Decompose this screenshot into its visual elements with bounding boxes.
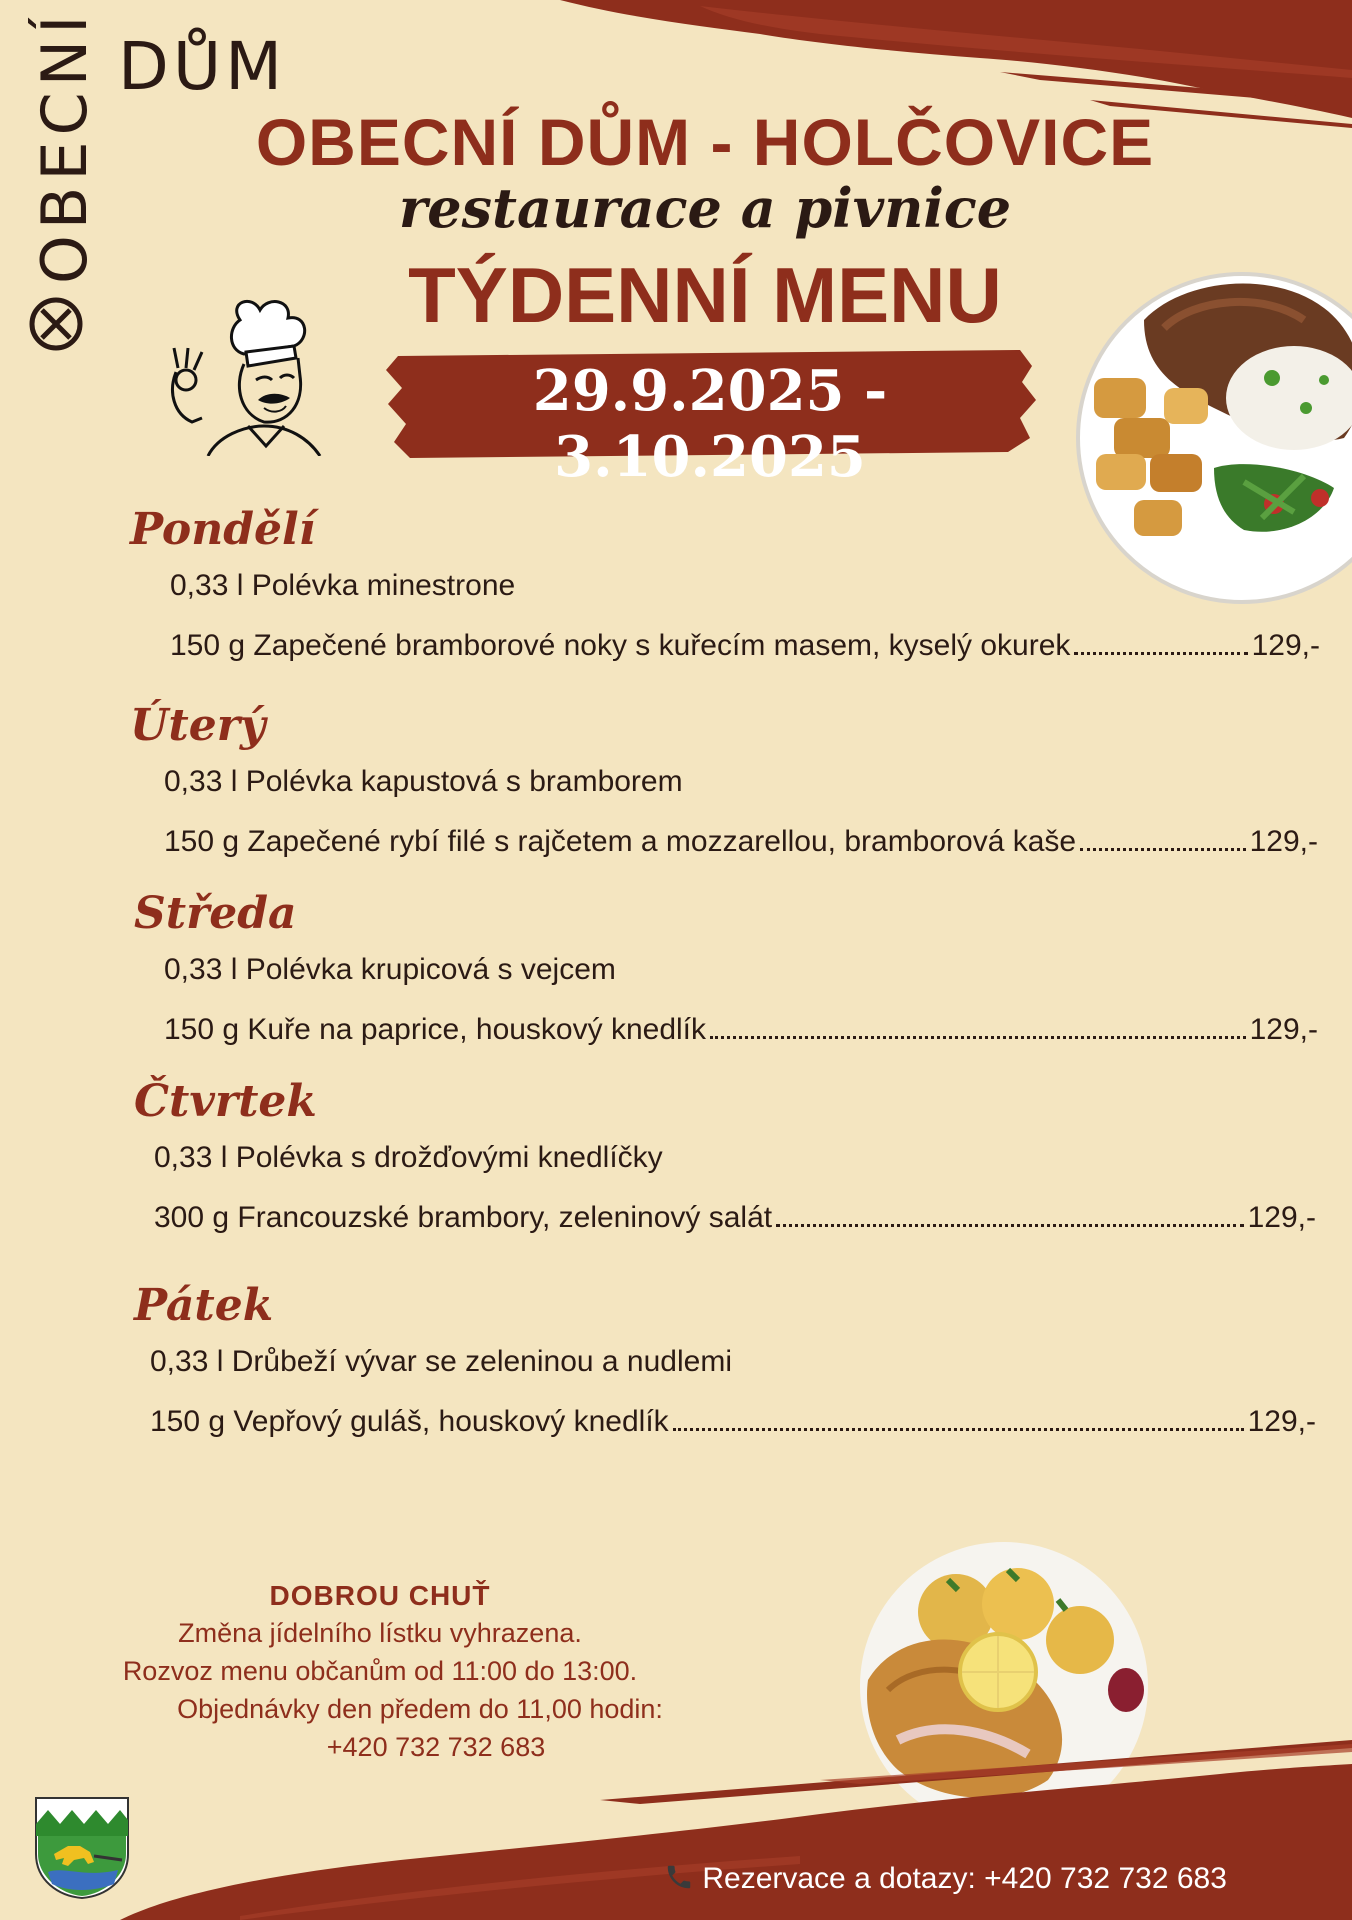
main-dish-row: [164, 825, 1318, 859]
day-section-friday: [134, 1280, 1344, 1439]
dot-leader: [673, 1428, 1244, 1431]
page-subtitle: restaurace a pivnice: [398, 176, 1012, 240]
soup-item: 0,33 l Polévka s drožďovými knedlíčky: [154, 1141, 663, 1174]
footer-note-change: Změna jídelního lístku vyhrazena.: [178, 1618, 582, 1648]
dot-leader: [710, 1036, 1246, 1039]
day-heading: Čtvrtek: [134, 1076, 317, 1127]
day-heading: Středa: [134, 888, 297, 939]
main-dish-row: [170, 629, 1320, 663]
day-heading: Pondělí: [130, 504, 316, 555]
footer-note-delivery: Rozvoz menu občanům od 11:00 do 13:00.: [122, 1656, 638, 1686]
main-dish-name: 150 g Zapečené rybí filé s rajčetem a mozzarellou, bramborová kaše: [164, 825, 1077, 858]
logo-vertical-text: OBECNÍ: [28, 9, 101, 284]
price: 129,-: [1249, 825, 1318, 858]
day-section-tuesday: [130, 700, 1340, 859]
main-dish-name: 150 g Vepřový guláš, houskový knedlík: [150, 1405, 669, 1438]
logo-dum-text: DŮM: [118, 28, 287, 105]
price: 129,-: [1247, 1405, 1316, 1438]
reservation-text: Rezervace a dotazy: +420 732 732 683: [702, 1862, 1227, 1895]
day-section-thursday: [134, 1076, 1344, 1235]
day-section-monday: [130, 504, 1340, 663]
dot-leader: [776, 1224, 1244, 1227]
reservation-line: [664, 1862, 1304, 1896]
day-heading: Úterý: [130, 700, 266, 751]
restaurant-logo-icon: [28, 296, 84, 352]
logo-obecni-vertical: [22, 9, 102, 354]
main-dish-row: [154, 1201, 1316, 1235]
dot-leader: [1074, 652, 1247, 655]
soup-item: 0,33 l Drůbeží vývar se zeleninou a nudlemi: [150, 1345, 732, 1378]
main-dish-name: 150 g Zapečené bramborové noky s kuřecím masem, kyselý okurek: [170, 629, 1071, 662]
price: 129,-: [1249, 1013, 1318, 1046]
main-dish-name: 300 g Francouzské brambory, zeleninový salát: [154, 1201, 773, 1234]
day-heading: Pátek: [134, 1280, 274, 1331]
footer-phone: +420 732 732 683: [326, 1732, 546, 1762]
price: 129,-: [1251, 629, 1320, 662]
price: 129,-: [1247, 1201, 1316, 1234]
date-range: 29.9.2025 - 3.10.2025: [532, 358, 888, 490]
soup-item: 0,33 l Polévka minestrone: [170, 569, 516, 602]
menu-title: TÝDENNÍ MENU: [408, 251, 1002, 339]
footer-note-orders: Objednávky den předem do 11,00 hodin:: [177, 1694, 663, 1724]
coat-of-arms-icon: [34, 1796, 130, 1900]
chef-illustration: [148, 296, 338, 456]
page-title: OBECNÍ DŮM - HOLČOVICE: [255, 105, 1155, 179]
soup-item: 0,33 l Polévka krupicová s vejcem: [164, 953, 616, 986]
main-dish-row: [150, 1405, 1316, 1439]
footer-heading: DOBROU CHUŤ: [269, 1580, 491, 1611]
main-dish-row: [164, 1013, 1318, 1047]
day-section-wednesday: [134, 888, 1344, 1047]
main-dish-name: 150 g Kuře na paprice, houskový knedlík: [164, 1013, 707, 1046]
phone-icon: [664, 1862, 694, 1892]
dot-leader: [1080, 848, 1245, 851]
soup-item: 0,33 l Polévka kapustová s bramborem: [164, 765, 683, 798]
